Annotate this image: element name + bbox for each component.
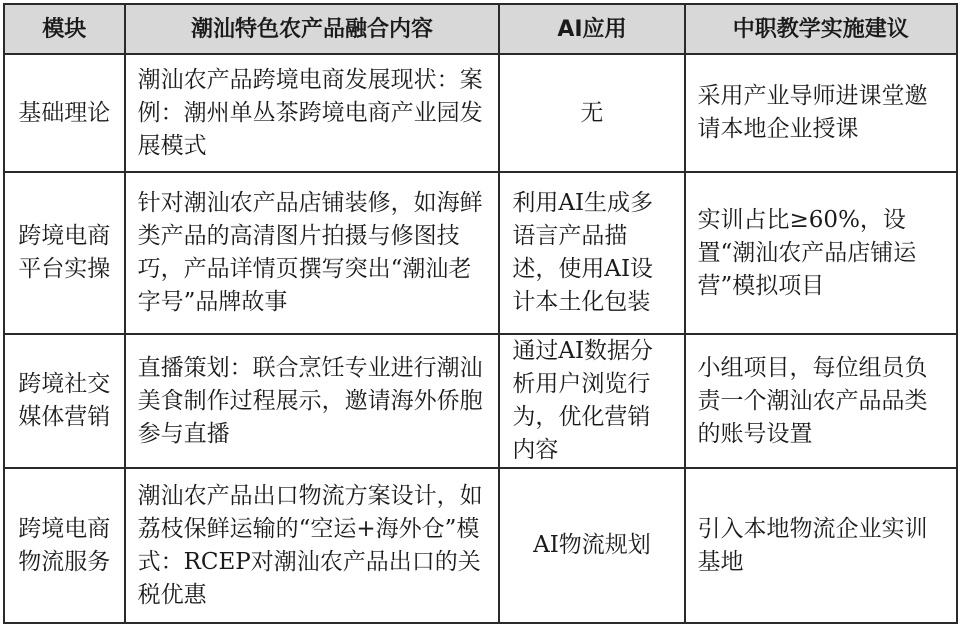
ai-cell: 利用AI生成多语言产品描述，使用AI设计本土化包装: [499, 172, 684, 334]
suggestion-cell: 引入本地物流企业实训基地: [685, 468, 957, 623]
table-row: [4, 468, 957, 623]
module-cell: 基础理论: [4, 54, 125, 172]
header-suggestion: 中职教学实施建议: [685, 4, 957, 54]
table-row: [4, 334, 957, 468]
content-cell: 潮汕农产品跨境电商发展现状：案例：潮州单丛茶跨境电商产业园发展模式: [125, 54, 500, 172]
ai-cell: AI物流规划: [499, 468, 684, 623]
module-cell: 跨境电商平台实操: [4, 172, 125, 334]
suggestion-cell: 采用产业导师进课堂邀请本地企业授课: [685, 54, 957, 172]
suggestion-cell: 实训占比≥60%，设置“潮汕农产品店铺运营”模拟项目: [685, 172, 957, 334]
header-module: 模块: [4, 4, 125, 54]
ai-cell: 无: [499, 54, 684, 172]
module-cell: 跨境电商物流服务: [4, 468, 125, 623]
curriculum-table: [3, 3, 958, 624]
suggestion-cell: 小组项目，每位组员负责一个潮汕农产品品类的账号设置: [685, 334, 957, 468]
header-row: [4, 4, 957, 54]
module-cell: 跨境社交媒体营销: [4, 334, 125, 468]
table-row: [4, 54, 957, 172]
header-ai: AI应用: [499, 4, 684, 54]
ai-cell: 通过AI数据分析用户浏览行为，优化营销内容: [499, 334, 684, 468]
content-cell: 针对潮汕农产品店铺装修，如海鲜类产品的高清图片拍摄与修图技巧，产品详情页撰写突出“潮汕老字号”品牌故事: [125, 172, 500, 334]
content-cell: 直播策划：联合烹饪专业进行潮汕美食制作过程展示，邀请海外侨胞参与直播: [125, 334, 500, 468]
content-cell: 潮汕农产品出口物流方案设计，如荔枝保鲜运输的“空运+海外仓”模式：RCEP对潮汕农产品出口的关税优惠: [125, 468, 500, 623]
header-content: 潮汕特色农产品融合内容: [125, 4, 500, 54]
table-row: [4, 172, 957, 334]
